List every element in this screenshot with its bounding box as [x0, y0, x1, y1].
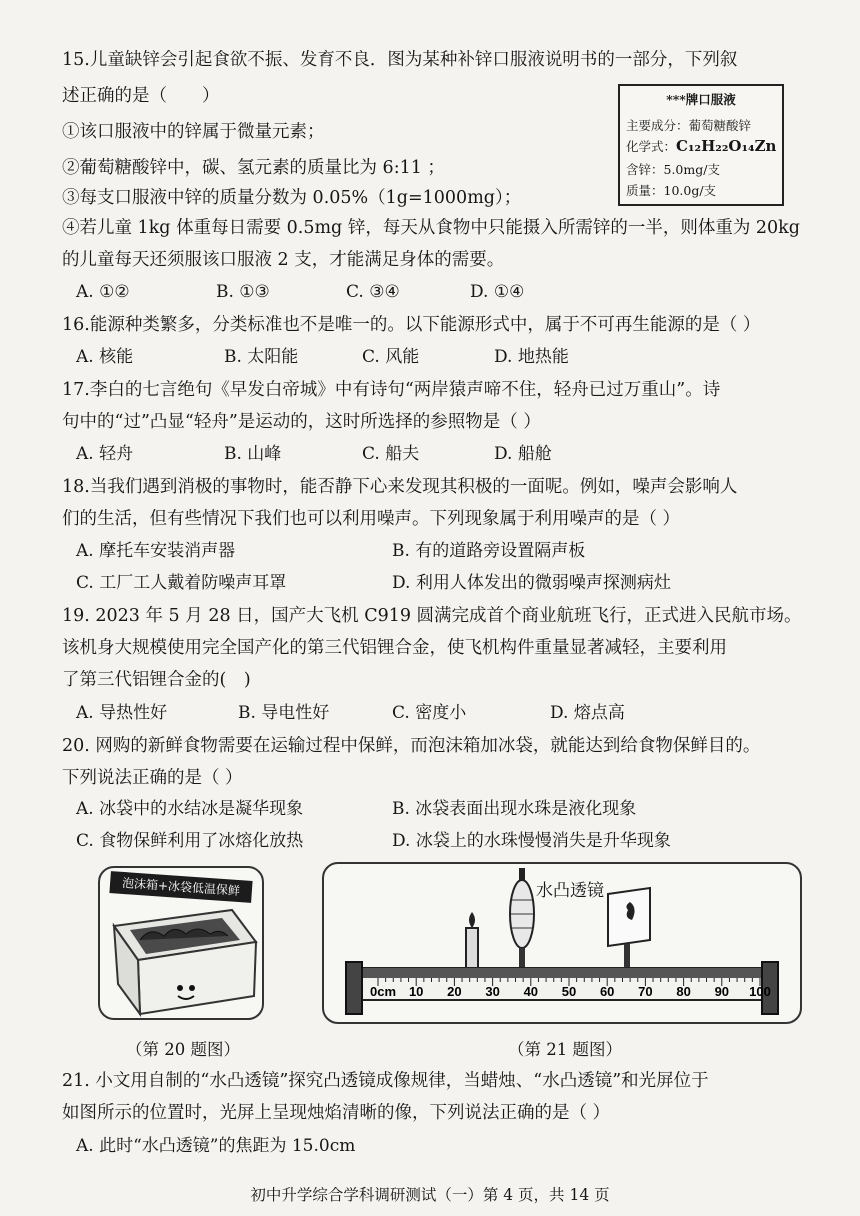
q15-option-b: B. ①③ [216, 282, 270, 302]
zinc-label-mass: 质量：10.0g/支 [626, 183, 717, 198]
q18-option-a: A. 摩托车安装消声器 [76, 541, 236, 561]
scale-label-60: 60 [599, 984, 615, 999]
q19-stem-line1: 19. 2023 年 5 月 28 日，国产大飞机 C919 圆满完成首个商业航班飞行，正式进入民航市场。 [62, 606, 802, 626]
q16-option-b: B. 太阳能 [224, 347, 299, 367]
q19-stem-line3: 了第三代铝锂合金的( ) [62, 670, 251, 690]
candle [466, 928, 478, 968]
q15-stem-line2: 述正确的是（ ） [62, 86, 220, 106]
scale-label-80: 80 [676, 984, 691, 999]
q17-option-a: A. 轻舟 [76, 444, 134, 464]
q18-option-c: C. 工厂工人戴着防噪声耳罩 [76, 573, 287, 593]
q20-option-d: D. 冰袋上的水珠慢慢消失是升华现象 [392, 831, 671, 851]
q21-option-a: A. 此时“水凸透镜”的焦距为 15.0cm [76, 1136, 356, 1156]
q15-stem-line1: 15.儿童缺锌会引起食欲不振、发育不良．图为某种补锌口服液说明书的一部分，下列叙 [62, 50, 738, 70]
q17-option-c: C. 船夫 [362, 444, 420, 464]
scale-label-0cm: 0cm [370, 984, 397, 999]
q15-statement-2: ②葡萄糖酸锌中，碳、氢元素的质量比为 6:11 ； [62, 158, 445, 178]
q16-option-d: D. 地热能 [494, 347, 569, 367]
q21-stem-line1: 21. 小文用自制的“水凸透镜”探究凸透镜成像规律，当蜡烛、“水凸透镜”和光屏位于 [62, 1071, 709, 1091]
q19-option-c: C. 密度小 [392, 703, 467, 723]
zinc-label-zinc-content: 含锌：5.0mg/支 [626, 162, 720, 177]
scale-label-20: 20 [447, 984, 462, 999]
q19-option-a: A. 导热性好 [76, 703, 168, 723]
q15-statement-3: ③每支口服液中锌的质量分数为 0.05%（1g=1000mg）； [62, 188, 522, 208]
figure-20-caption: （第 20 题图） [126, 1040, 240, 1059]
q16-option-a: A. 核能 [76, 347, 134, 367]
q20-stem-line1: 20. 网购的新鲜食物需要在运输过程中保鲜，而泡沫箱加冰袋，就能达到给食物保鲜目的。 [62, 736, 761, 756]
figure-21-caption: （第 21 题图） [508, 1040, 622, 1059]
q15-statement-4b: 的儿童每天还须服该口服液 2 支，才能满足身体的需要。 [62, 250, 505, 270]
q16-option-c: C. 风能 [362, 347, 420, 367]
scale-label-50: 50 [561, 984, 577, 999]
q17-option-b: B. 山峰 [224, 444, 282, 464]
scale-label-10: 10 [408, 984, 424, 999]
foam-box-illustration [100, 868, 262, 1018]
scale-label-40: 40 [523, 984, 539, 999]
q15-option-d: D. ①④ [470, 282, 525, 302]
q17-option-d: D. 船舱 [494, 444, 552, 464]
zinc-label-formula-row [626, 137, 776, 155]
q20-option-c: C. 食物保鲜利用了冰熔化放热 [76, 831, 304, 851]
q20-option-b: B. 冰袋表面出现水珠是液化现象 [392, 799, 637, 819]
q16-stem: 16.能源种类繁多，分类标准也不是唯一的。以下能源形式中，属于不可再生能源的是（ ） [62, 315, 761, 335]
q19-option-d: D. 熔点高 [550, 703, 625, 723]
q17-stem-line2: 句中的“过”凸显“轻舟”是运动的，这时所选择的参照物是（ ） [62, 412, 541, 432]
figure-20-banner: 泡沫箱+冰袋低温保鲜 [109, 871, 252, 903]
zinc-label-ingredient: 主要成分：葡萄糖酸锌 [626, 118, 752, 133]
q17-stem-line1: 17.李白的七言绝句《早发白帝城》中有诗句“两岸猿声啼不住，轻舟已过万重山”。诗 [62, 380, 721, 400]
q15-statement-1: ①该口服液中的锌属于微量元素； [62, 122, 325, 142]
figure-21-optical-bench [322, 862, 802, 1024]
q19-option-b: B. 导电性好 [238, 703, 330, 723]
scale-label-30: 30 [485, 984, 500, 999]
q19-stem-line2: 该机身大规模使用完全国产化的第三代铝锂合金，使飞机构件重量显著减轻，主要利用 [62, 638, 727, 658]
zinc-label-formula-caption: 化学式： [626, 139, 677, 154]
candle-flame [469, 912, 475, 928]
water-lens-label: 水凸透镜 [536, 881, 604, 901]
q15-statement-4a: ④若儿童 1kg 体重每日需要 0.5mg 锌，每天从食物中只能摄入所需锌的一半，则体重为 20kg [62, 218, 800, 238]
q15-option-a: A. ①② [76, 282, 130, 302]
q21-stem-line2: 如图所示的位置时，光屏上呈现烛焰清晰的像，下列说法正确的是（ ） [62, 1103, 611, 1123]
zinc-label-title: ***牌口服液 [666, 92, 736, 107]
scale-label-100: 100 [749, 984, 771, 999]
scale-label-70: 70 [638, 984, 653, 999]
q20-option-a: A. 冰袋中的水结冰是凝华现象 [76, 799, 304, 819]
zinc-supplement-label [618, 84, 784, 206]
q15-option-c: C. ③④ [346, 282, 400, 302]
q20-stem-line2: 下列说法正确的是（ ） [62, 768, 243, 788]
scale-label-90: 90 [714, 984, 730, 999]
figure-20-foam-box [98, 866, 264, 1020]
q18-stem-line1: 18.当我们遇到消极的事物时，能否静下心来发现其积极的一面呢。例如，噪声会影响人 [62, 477, 738, 497]
zinc-label-formula: C₁₂H₂₂O₁₄Zn [676, 137, 777, 155]
q18-option-d: D. 利用人体发出的微弱噪声探测病灶 [392, 573, 671, 593]
q18-stem-line2: 们的生活，但有些情况下我们也可以利用噪声。下列现象属于利用噪声的是（ ） [62, 509, 681, 529]
q18-option-b: B. 有的道路旁设置隔声板 [392, 541, 586, 561]
page-footer: 初中升学综合学科调研测试（一）第 4 页，共 14 页 [250, 1186, 610, 1204]
